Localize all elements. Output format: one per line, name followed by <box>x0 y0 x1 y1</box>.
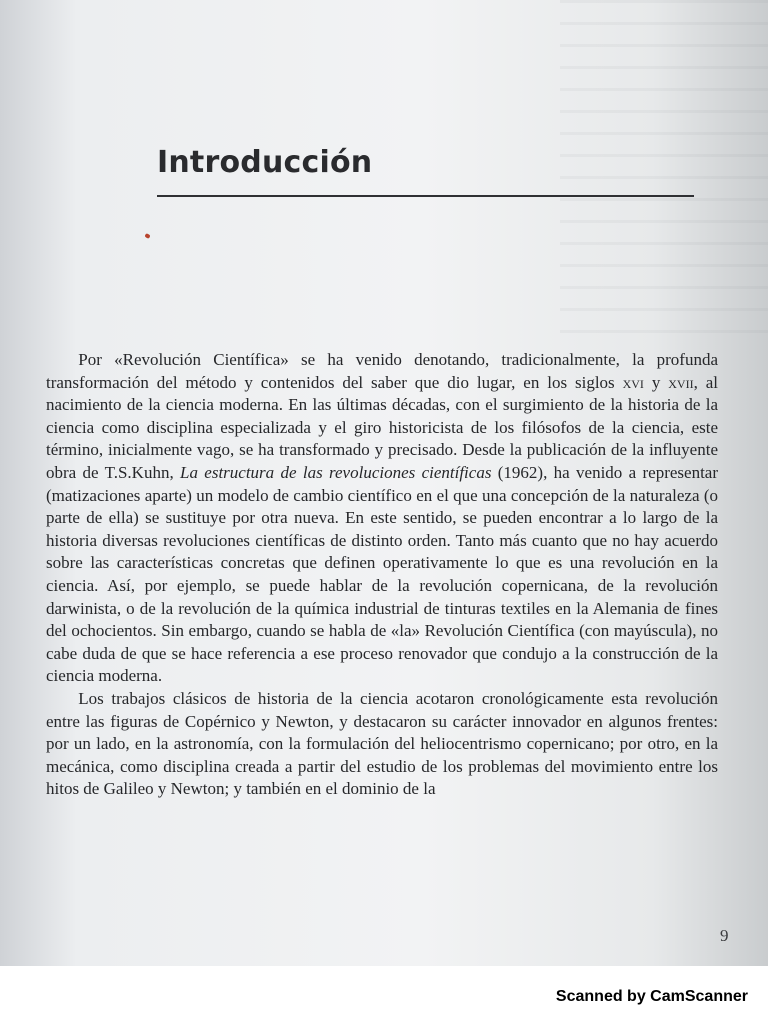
book-title: La estructura de las revoluciones científicas <box>180 462 492 482</box>
chapter-title: Introducción <box>157 145 373 180</box>
century-xvii: xvii <box>668 372 694 392</box>
ink-speck <box>144 233 150 239</box>
paragraph-1: Por «Revolución Científica» se ha venido denotando, tradicionalmente, la profunda transformación del método y contenidos del saber que dio lugar, en los siglos xvi y xvii, al nacimiento de la ciencia moderna. En las últimas décadas, con el surgimiento de la historia de la ciencia como disciplina especializada y el giro historicista de los filósofos de la ciencia, este término, inicialmente vago, se ha transformado y precisado. Desde la publicación de la influyente obra de T.S.Kuhn, La estructura de las revoluciones científicas (1962), ha venido a representar (matizaciones aparte) un modelo de cambio científico en el que una concepción de la naturaleza (o parte de ella) se sustituye por otra nueva. En este sentido, se pueden encontrar a lo largo de la historia diversas revoluciones científicas de distinto orden. Tanto más cuanto que no hay acuerdo sobre las características concretas que definen operativamente lo que es una revolución en la ciencia. Así, por ejemplo, se puede hablar de la revolución copernicana, de la revolución darwinista, o de la revolución de la química industrial de tinturas textiles en la Alemania de fines del ochocientos. Sin embargo, cuando se habla de «la» Revolución Científica (con mayúscula), no cabe duda de que se hace referencia a ese proceso renovador que condujo a la construcción de la ciencia moderna. <box>46 350 718 686</box>
century-xvi: xvi <box>622 372 644 392</box>
show-through-text <box>560 0 768 340</box>
body-text <box>46 349 718 801</box>
scanner-watermark: Scanned by CamScanner <box>555 988 748 1005</box>
title-rule <box>157 195 694 197</box>
page-number: 9 <box>720 926 729 945</box>
paragraph-2: Los trabajos clásicos de historia de la ciencia acotaron cronológicamente esta revolución entre las figuras de Copérnico y Newton, y destacaron su carácter innovador en algunos frentes: por un lado, en la astronomía, con la formulación del heliocentrismo copernicano; por otro, en la mecánica, como disciplina creada a partir del estudio de los problemas del movimiento entre los hitos de Galileo y Newton; y también en el dominio de la <box>46 688 718 799</box>
